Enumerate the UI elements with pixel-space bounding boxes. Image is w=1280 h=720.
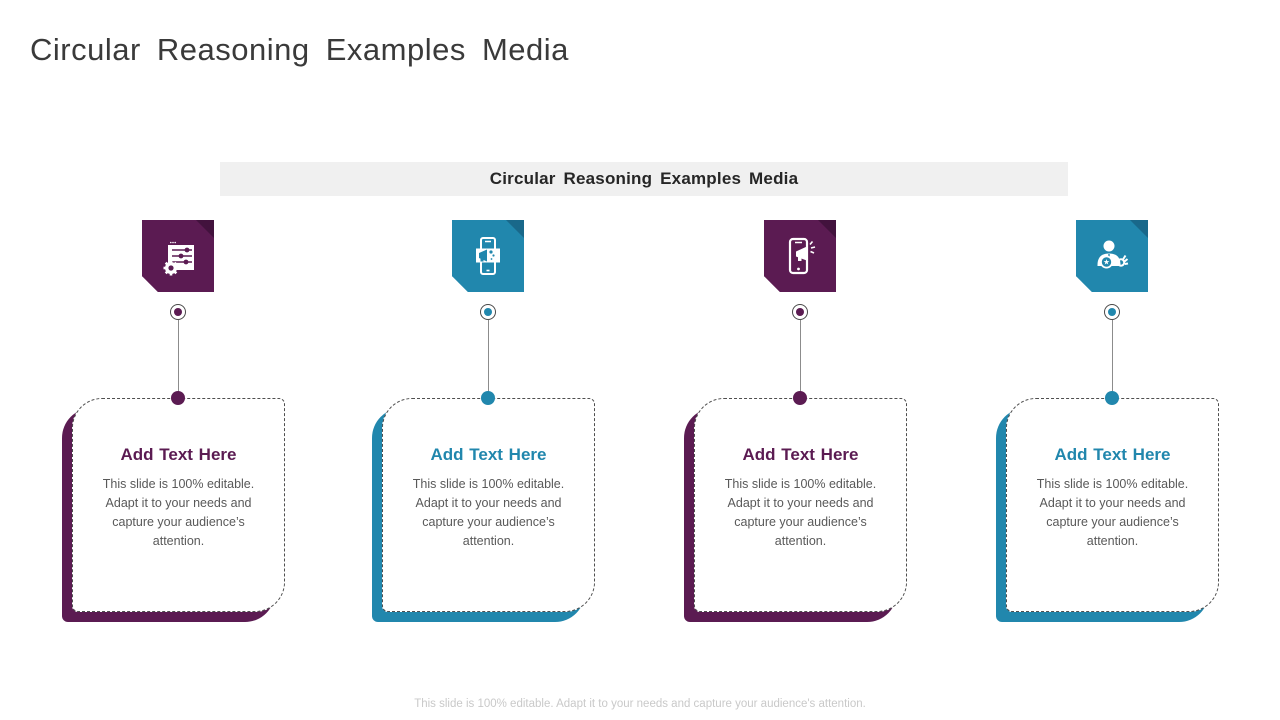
person-medal-ok-hand-icon bbox=[1076, 220, 1148, 292]
connector-line bbox=[800, 320, 801, 398]
connector-line bbox=[488, 320, 489, 398]
page-title: Circular Reasoning Examples Media bbox=[30, 32, 569, 67]
infographic-column-1 bbox=[72, 220, 285, 632]
card-body: This slide is 100% editable. Adapt it to your needs and capture your audience’s attention. bbox=[412, 477, 565, 548]
infographic-column-3 bbox=[694, 220, 907, 632]
card-body: This slide is 100% editable. Adapt it to your needs and capture your audience’s attention. bbox=[724, 477, 877, 548]
connector-dot bbox=[1105, 391, 1119, 405]
card-heading: Add Text Here bbox=[742, 445, 859, 464]
smartphone-megaphone-icon bbox=[764, 220, 836, 292]
connector-ring bbox=[792, 304, 808, 320]
mobile-megaphone-banner-icon bbox=[452, 220, 524, 292]
connector-dot bbox=[171, 391, 185, 405]
connector-ring bbox=[1104, 304, 1120, 320]
card-heading: Add Text Here bbox=[1054, 445, 1171, 464]
connector-dot bbox=[793, 391, 807, 405]
card-body: This slide is 100% editable. Adapt it to your needs and capture your audience’s attention. bbox=[102, 477, 255, 548]
text-placeholder-card[interactable] bbox=[694, 398, 907, 612]
text-placeholder-card[interactable] bbox=[382, 398, 595, 612]
settings-sliders-window-icon bbox=[142, 220, 214, 292]
svg-text:★: ★ bbox=[1103, 257, 1110, 267]
text-placeholder-card[interactable] bbox=[1006, 398, 1219, 612]
section-banner-label: Circular Reasoning Examples Media bbox=[489, 169, 799, 188]
infographic-column-2 bbox=[382, 220, 595, 632]
connector-dot bbox=[481, 391, 495, 405]
card-body: This slide is 100% editable. Adapt it to your needs and capture your audience’s attention. bbox=[1036, 477, 1189, 548]
connector-line bbox=[178, 320, 179, 398]
connector-ring bbox=[170, 304, 186, 320]
slide-footer-note: This slide is 100% editable. Adapt it to your needs and capture your audience's attention. bbox=[414, 698, 866, 710]
card-heading: Add Text Here bbox=[120, 445, 237, 464]
text-placeholder-card[interactable] bbox=[72, 398, 285, 612]
infographic-column-4 bbox=[1006, 220, 1219, 632]
connector-ring bbox=[480, 304, 496, 320]
section-banner bbox=[220, 162, 1068, 196]
card-heading: Add Text Here bbox=[430, 445, 547, 464]
connector-line bbox=[1112, 320, 1113, 398]
